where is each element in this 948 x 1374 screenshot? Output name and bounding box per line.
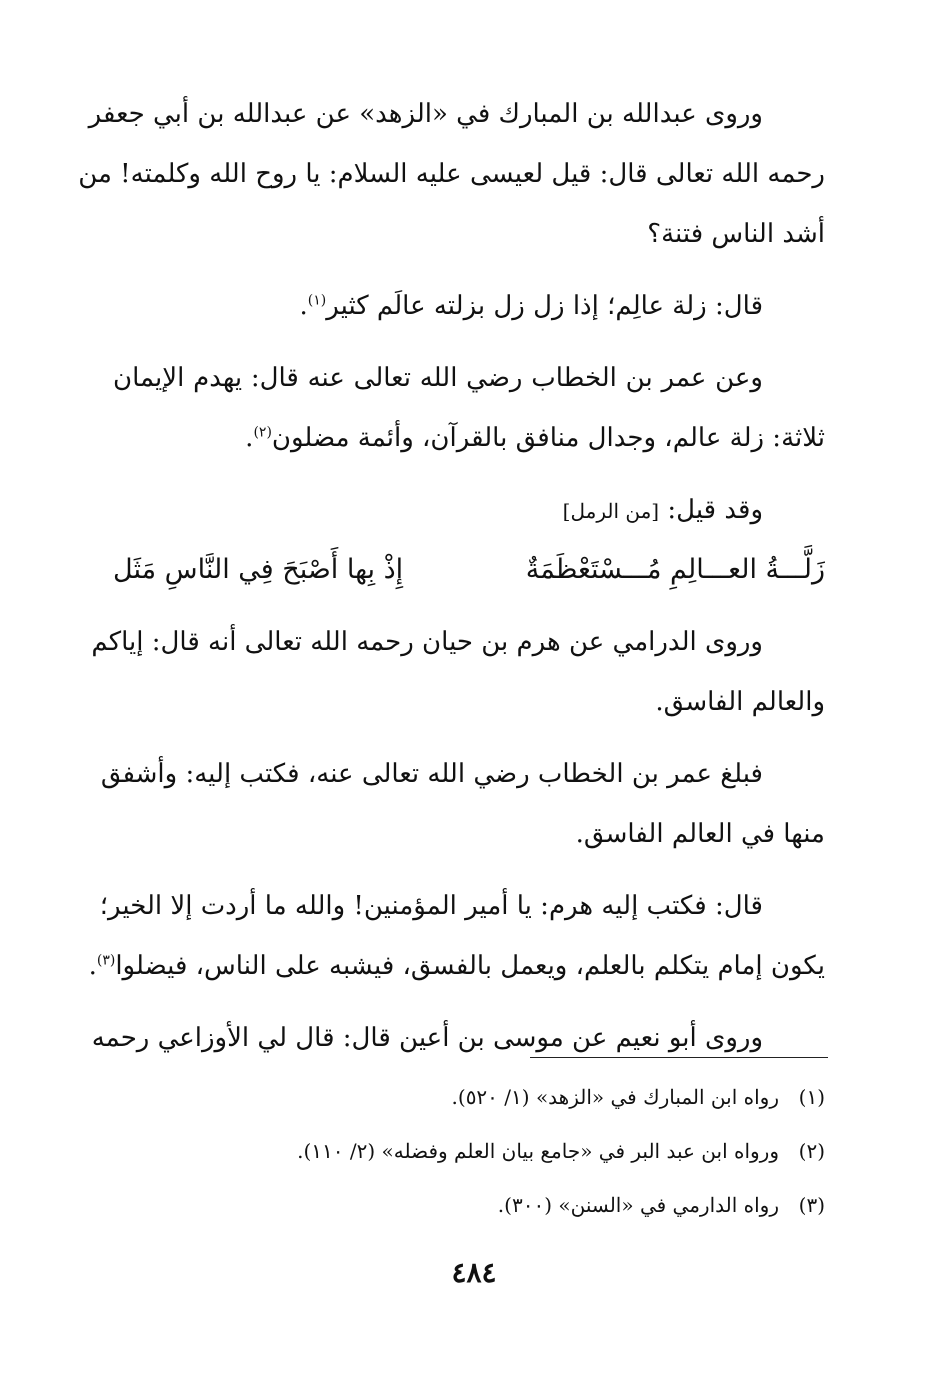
paragraph-7-line-2 — [88, 936, 825, 996]
paragraph-5-line-2: والعالم الفاسق. — [655, 687, 825, 717]
paragraph-3-line-2 — [113, 408, 825, 468]
paragraph-4-text: وقد قيل: — [667, 495, 763, 525]
paragraph-7-line-1: قال: فكتب إليه هرم: يا أمير المؤمنين! والله ما أردت إلا الخير؛ — [99, 891, 763, 921]
footnote-ref-2: (٢) — [253, 424, 272, 441]
paragraph-2-end: . — [299, 291, 308, 321]
footnote-2-number: (٢) — [798, 1139, 825, 1163]
verse-second-hemistich: إِذْ بِها أَصْبَحَ فِي النَّاسِ مَثَل — [113, 554, 404, 585]
footnotes — [113, 1070, 825, 1232]
paragraph-3-end: . — [245, 423, 254, 453]
main-text — [78, 84, 825, 1068]
paragraph-6-line-2: منها في العالم الفاسق. — [575, 819, 825, 849]
footnote-3-number: (٣) — [798, 1193, 825, 1217]
paragraph-1-line-2: رحمه الله تعالى قال: قيل لعيسى عليه السلام: يا روح الله وكلمته! من — [78, 159, 825, 189]
footnote-ref-1: (١) — [307, 292, 327, 309]
footnote-2-text: ورواه ابن عبد البر في «جامع بيان العلم وفضله» (٢/ ١١٠). — [297, 1139, 779, 1163]
footnote-1-number: (١) — [798, 1085, 825, 1109]
paragraph-7-end: . — [88, 951, 97, 981]
paragraph-1-line-3: أشد الناس فتنة؟ — [647, 219, 825, 249]
footnote-1-text: رواه ابن المبارك في «الزهد» (١/ ٥٢٠). — [451, 1085, 779, 1109]
paragraph-2-text: قال: زلة عالِم؛ إذا زل زل بزلته عالَم كثير — [326, 291, 763, 321]
paragraph-3-line-1: وعن عمر بن الخطاب رضي الله تعالى عنه قال: يهدم الإيمان — [113, 363, 763, 393]
footnote-ref-3: (٣) — [96, 952, 116, 969]
paragraph-1-line-1: وروى عبدالله بن المبارك في «الزهد» عن عبدالله بن أبي جعفر — [88, 99, 763, 129]
paragraph-5-line-1: وروى الدرامي عن هرم بن حيان رحمه الله تعالى أنه قال: إياكم — [91, 627, 763, 657]
page-number: ٤٨٤ — [451, 1256, 497, 1289]
footnote-3 — [113, 1178, 825, 1232]
footnote-2 — [113, 1124, 825, 1178]
verse-line — [113, 540, 825, 600]
paragraph-2 — [113, 276, 825, 336]
poetic-meter-label: [من الرمل] — [562, 499, 660, 523]
paragraph-8-line-1: وروى أبو نعيم عن موسى بن أعين قال: قال لي الأوزاعي رحمه — [91, 1023, 763, 1053]
footnote-3-text: رواه الدارمي في «السنن» (٣٠٠). — [497, 1193, 779, 1217]
verse-first-hemistich: زَلَّـــةُ العـــالِمِ مُـــسْتَعْظَمَةٌ — [525, 554, 825, 585]
footnote-1 — [113, 1070, 825, 1124]
footnote-separator — [530, 1057, 828, 1058]
paragraph-6-line-1: فبلغ عمر بن الخطاب رضي الله تعالى عنه، فكتب إليه: وأشفق — [100, 759, 763, 789]
paragraph-4 — [113, 480, 825, 540]
paragraph-7-line-2-text: يكون إمام يتكلم بالعلم، ويعمل بالفسق، فيشبه على الناس، فيضلوا — [115, 951, 825, 981]
paragraph-3-line-2-text: ثلاثة: زلة عالم، وجدال منافق بالقرآن، وأئمة مضلون — [271, 423, 825, 453]
